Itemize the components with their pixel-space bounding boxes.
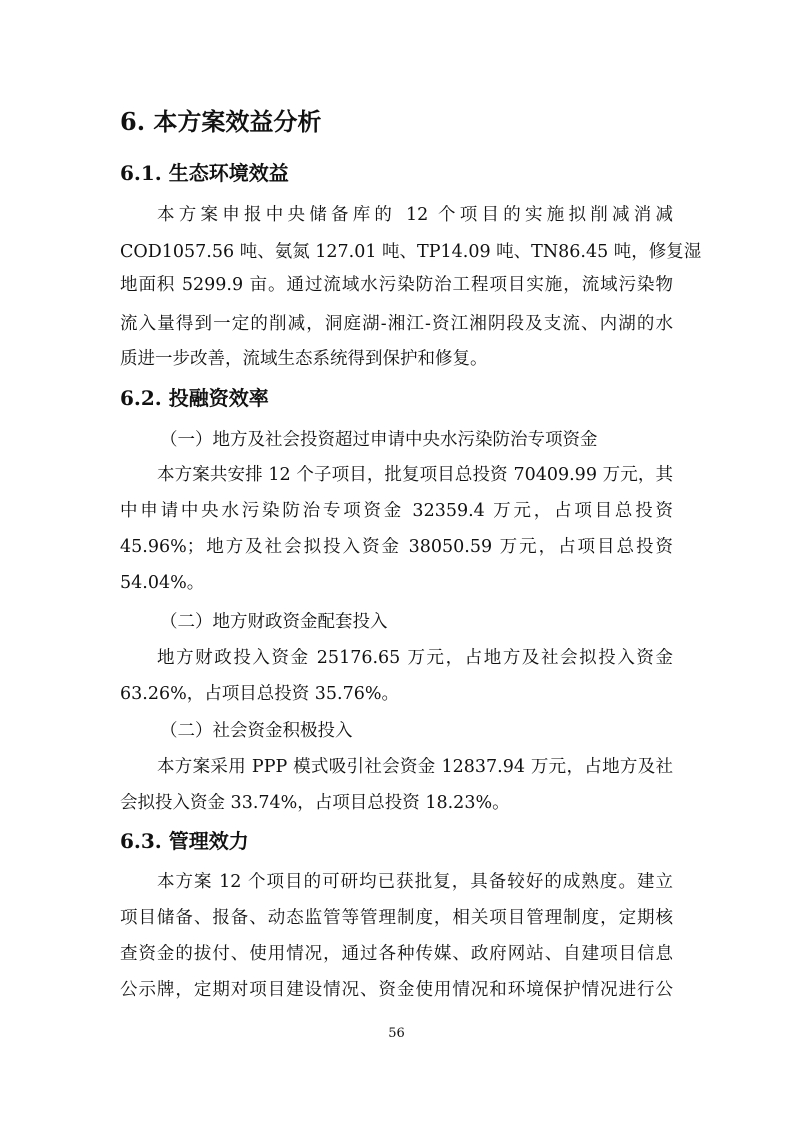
paragraph-line: 63.26%，占项目总投资 35.76%。 [120, 684, 400, 704]
paragraph-line: 会拟投入资金 33.74%，占项目总投资 18.23%。 [120, 793, 510, 813]
paragraph-line: 质进一步改善，流域生态系统得到保护和修复。 [120, 349, 488, 369]
page-number: 56 [388, 1026, 405, 1041]
subheading-3: （二）社会资金积极投入 [160, 721, 353, 741]
section-heading-6-3: 6.3. 管理效力 [120, 829, 249, 853]
paragraph-line: 地方财政投入资金 25176.65 万元，占地方及社会拟投入资金 [157, 648, 673, 668]
paragraph-line: 本方案申报中央储备库的 12 个项目的实施拟削减消减 [157, 205, 673, 225]
paragraph-line: 本方案采用 PPP 模式吸引社会资金 12837.94 万元，占地方及社 [157, 757, 673, 777]
paragraph-line: 本方案共安排 12 个子项目，批复项目总投资 70409.99 万元，其 [157, 465, 673, 485]
paragraph-line: 本方案 12 个项目的可研均已获批复，具备较好的成熟度。建立 [157, 872, 673, 892]
paragraph-line: COD1057.56 吨、氨氮 127.01 吨、TP14.09 吨、TN86.45 吨，修复湿 [120, 242, 702, 262]
paragraph-line: 中申请中央水污染防治专项资金 32359.4 万元，占项目总投资 [120, 501, 673, 521]
paragraph-line: 流入量得到一定的削减，洞庭湖-湘江-资江湘阴段及支流、内湖的水 [120, 314, 673, 334]
paragraph-line: 查资金的拔付、使用情况，通过各种传媒、政府网站、自建项目信息 [120, 944, 673, 964]
paragraph-line: 地面积 5299.9 亩。通过流域水污染防治工程项目实施，流域污染物 [120, 275, 673, 295]
paragraph-line: 54.04%。 [120, 573, 205, 593]
section-heading-6-1: 6.1. 生态环境效益 [120, 161, 289, 185]
paragraph-line: 45.96%；地方及社会拟投入资金 38050.59 万元，占项目总投资 [120, 537, 673, 557]
subheading-2: （二）地方财政资金配套投入 [160, 612, 388, 632]
section-heading-6-2: 6.2. 投融资效率 [120, 386, 269, 410]
paragraph-line: 项目储备、报备、动态监管等管理制度，相关项目管理制度，定期核 [120, 908, 673, 928]
paragraph-line: 公示牌，定期对项目建设情况、资金使用情况和环境保护情况进行公 [120, 980, 673, 1000]
subheading-1: （一）地方及社会投资超过申请中央水污染防治专项资金 [160, 430, 598, 450]
chapter-heading: 6. 本方案效益分析 [120, 107, 322, 136]
